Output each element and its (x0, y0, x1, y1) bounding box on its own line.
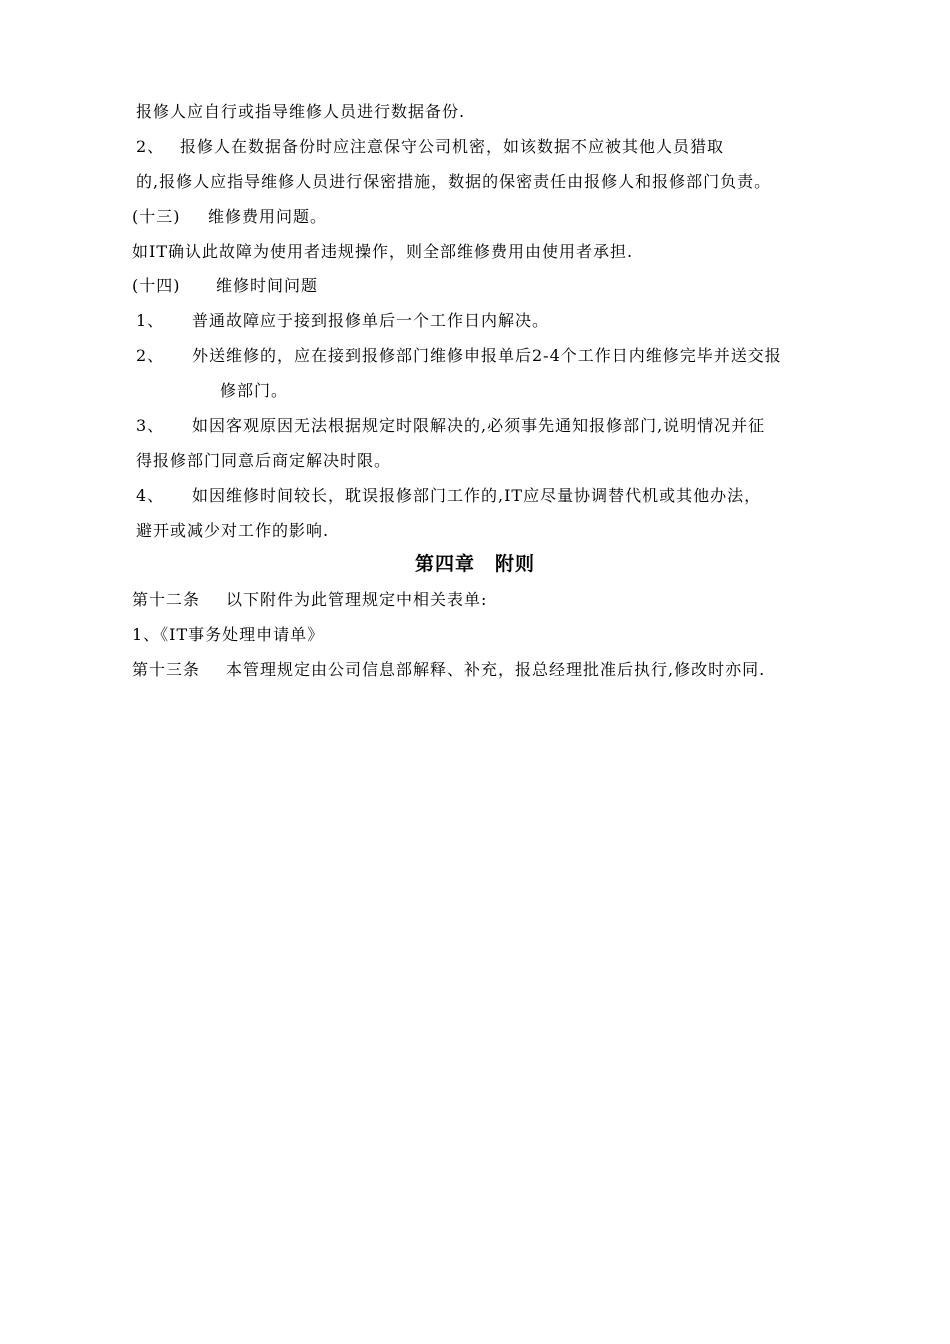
paragraph-line (136, 521, 329, 541)
section-number: (十三) (132, 207, 181, 226)
list-number: 3、 (136, 416, 165, 435)
line-text: 修部门。 (220, 381, 289, 400)
article-line (132, 590, 487, 610)
list-number: 4、 (136, 486, 165, 505)
list-text: 报修人在数据备份时应注意保守公司机密，如该数据不应被其他人员猎取 (180, 137, 725, 156)
article-number: 第十二条 (132, 590, 201, 609)
list-text: 1、《IT事务处理申请单》 (132, 625, 325, 644)
section-heading (132, 207, 327, 227)
section-number: (十四) (132, 276, 181, 295)
list-number: 2、 (136, 137, 165, 156)
article-text: 以下附件为此管理规定中相关表单: (226, 590, 488, 609)
list-text: 如因维修时间较长，耽误报修部门工作的,IT应尽量协调替代机或其他办法， (192, 486, 762, 505)
list-item (136, 486, 761, 506)
line-text: 报修人应自行或指导维修人员进行数据备份. (136, 102, 466, 121)
line-text: 如IT确认此故障为使用者违规操作，则全部维修费用由使用者承担. (132, 242, 634, 261)
chapter-heading: 第四章 附则 (414, 553, 535, 575)
section-heading (132, 276, 318, 296)
list-text: 普通故障应于接到报修单后一个工作日内解决。 (192, 311, 550, 330)
list-number: 1、 (136, 311, 165, 330)
paragraph-line (136, 102, 465, 122)
line-text: 避开或减少对工作的影响. (136, 521, 330, 540)
line-text: 得报修部门同意后商定解决时限。 (136, 451, 392, 470)
list-item (132, 625, 324, 645)
article-line (132, 660, 765, 680)
list-text: 外送维修的，应在接到报修部门维修申报单后2-4个工作日内维修完毕并送交报 (192, 346, 782, 365)
section-title: 维修费用问题。 (208, 207, 328, 226)
paragraph-line (132, 242, 633, 262)
section-title: 维修时间问题 (216, 276, 319, 295)
list-item (136, 346, 782, 366)
list-number: 2、 (136, 346, 165, 365)
paragraph-line (136, 451, 391, 471)
article-number: 第十三条 (132, 660, 201, 679)
list-item (136, 137, 724, 157)
line-text: 的,报修人应指导维修人员进行保密措施，数据的保密责任由报修人和报修部门负责。 (136, 172, 772, 191)
list-text: 如因客观原因无法根据规定时限解决的,必须事先通知报修部门,说明情况并征 (192, 416, 766, 435)
list-item (136, 311, 549, 331)
paragraph-line (136, 172, 771, 192)
article-text: 本管理规定由公司信息部解释、补充，报总经理批准后执行,修改时亦同. (226, 660, 766, 679)
paragraph-line (220, 381, 288, 401)
list-item (136, 416, 765, 436)
